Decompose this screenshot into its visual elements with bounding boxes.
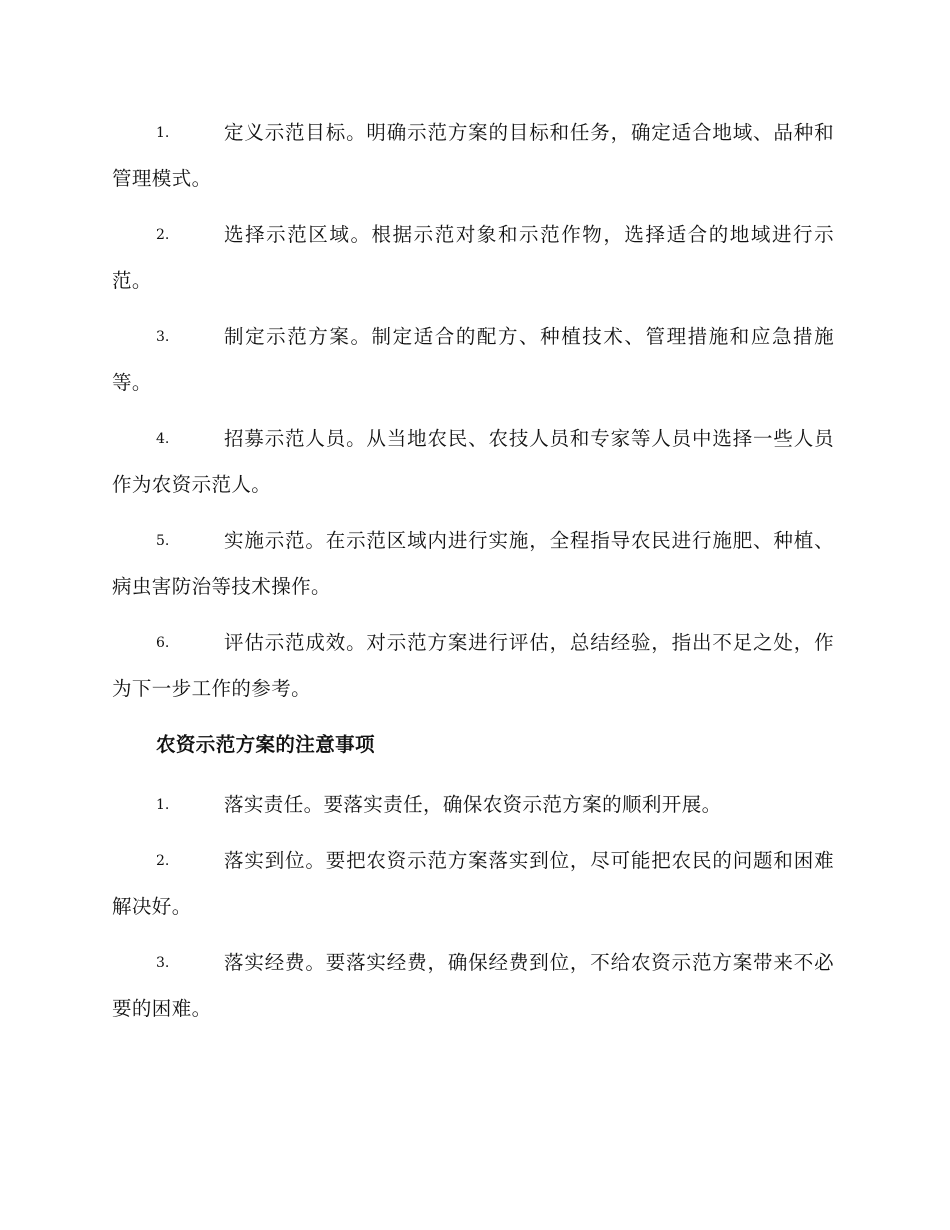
notes-list xyxy=(112,782,834,1042)
list-item-text: 定义示范目标。明确示范方案的目标和任务，确定适合地域、品种和管理模式。 xyxy=(112,121,834,190)
list-item xyxy=(112,838,834,930)
list-item-text: 评估示范成效。对示范方案进行评估，总结经验，指出不足之处，作为下一步工作的参考。 xyxy=(112,631,834,700)
section-heading: 农资示范方案的注意事项 xyxy=(156,733,375,756)
list-item xyxy=(112,620,834,712)
list-item xyxy=(112,782,834,828)
list-item xyxy=(112,518,834,610)
list-item-number: 4. xyxy=(156,431,170,447)
list-item-number: 5. xyxy=(156,533,170,549)
list-item xyxy=(112,212,834,304)
list-item-text: 实施示范。在示范区域内进行实施，全程指导农民进行施肥、种植、病虫害防治等技术操作。 xyxy=(112,529,834,598)
list-item-number: 2. xyxy=(156,227,170,243)
list-item-number: 3. xyxy=(156,329,170,345)
list-item-text: 制定示范方案。制定适合的配方、种植技术、管理措施和应急措施等。 xyxy=(112,325,834,394)
list-item-text: 落实到位。要把农资示范方案落实到位，尽可能把农民的问题和困难解决好。 xyxy=(112,849,834,918)
list-item-number: 2. xyxy=(156,853,170,869)
list-item-number: 1. xyxy=(156,797,170,813)
list-item xyxy=(112,314,834,406)
list-item xyxy=(112,110,834,202)
list-item xyxy=(112,940,834,1032)
list-item xyxy=(112,416,834,508)
list-item-number: 6. xyxy=(156,635,170,651)
list-item-text: 落实经费。要落实经费，确保经费到位，不给农资示范方案带来不必要的困难。 xyxy=(112,951,834,1020)
list-item-number: 1. xyxy=(156,125,170,141)
list-item-text: 招募示范人员。从当地农民、农技人员和专家等人员中选择一些人员作为农资示范人。 xyxy=(112,427,834,496)
list-item-text: 落实责任。要落实责任，确保农资示范方案的顺利开展。 xyxy=(224,793,722,816)
list-item-text: 选择示范区域。根据示范对象和示范作物，选择适合的地域进行示范。 xyxy=(112,223,834,292)
steps-list xyxy=(112,110,834,722)
list-item-number: 3. xyxy=(156,955,170,971)
